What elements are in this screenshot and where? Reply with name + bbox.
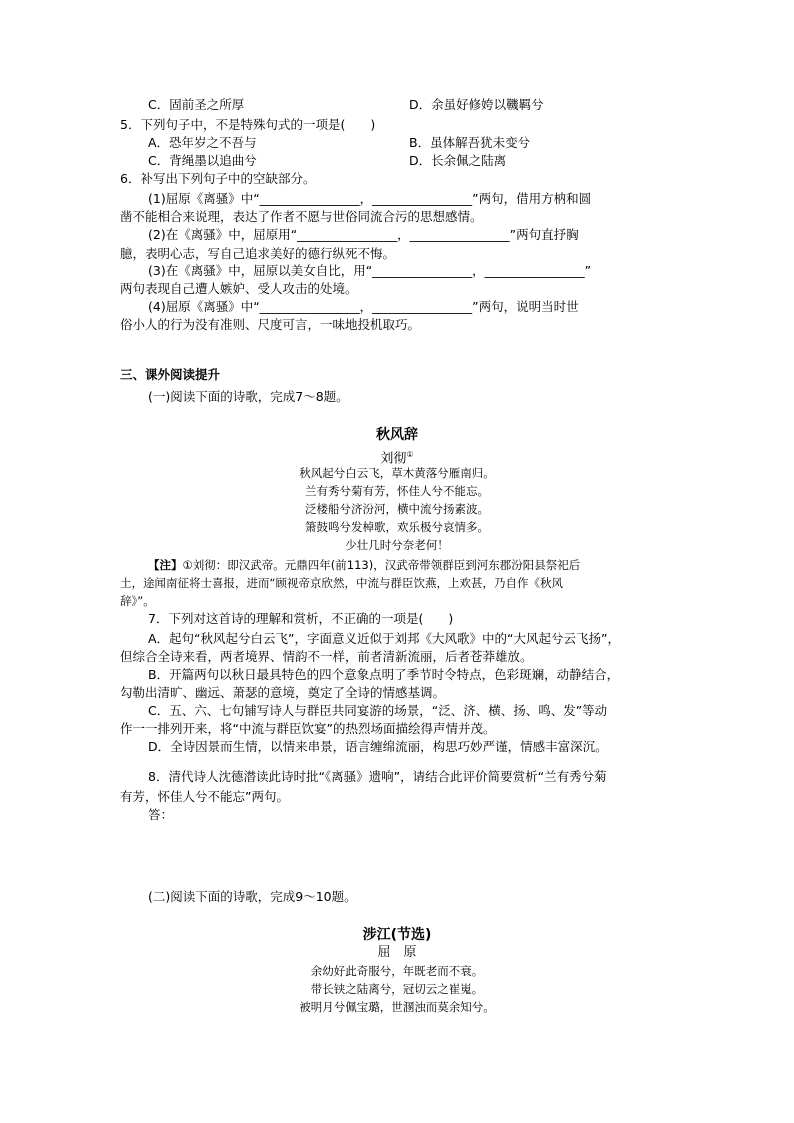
q8-answer-label: 答： [148,807,174,822]
poem1-line: 箫鼓鸣兮发棹歌，欢乐极兮哀情多。 [305,520,489,534]
q6-item-1-line1: (1)屈原《离骚》中“________________，________________”两句，借用方枘和圆 [148,191,592,206]
q6-item-3-line2: 两句表现自己遭人嫉妒、受人攻击的处境。 [120,281,358,296]
q5-option-b: B．虽体解吾犹未变兮 [409,135,531,150]
q7-option-c-line1: C．五、六、七句铺写诗人与群臣共同宴游的场景，“泛、济、横、扬、鸣、发”等动 [148,703,608,718]
poem1-line: 少壮几时兮奈老何！ [345,538,449,552]
q7-option-d: D．全诗因景而生情，以情来串景，语言缠绵流丽，构思巧妙严谨，情感丰富深沉。 [148,739,608,754]
poem1-note-line3: 辞》”。 [120,594,155,608]
subsection-1-intro: (一)阅读下面的诗歌，完成7～8题。 [148,389,349,404]
q6-item-1-line2: 凿不能相合来说理，表达了作者不愿与世俗同流合污的思想感情。 [120,209,483,224]
poem1-line: 泛楼船兮济汾河，横中流兮扬素波。 [305,502,489,516]
poem1-line: 兰有秀兮菊有芳，怀佳人兮不能忘。 [305,484,489,498]
poem1-author: 刘彻 [380,451,407,467]
q5-option-c: C．背绳墨以追曲兮 [148,153,257,168]
poem1-title: 秋风辞 [376,427,418,443]
poem1-line: 秋风起兮白云飞，草木黄落兮雁南归。 [299,466,495,480]
note-label: 【注】 [148,558,183,572]
note-text: ①刘彻：即汉武帝。元鼎四年(前113)，汉武帝带领群臣到河东郡汾阳县祭祀后 [182,558,581,572]
q7-option-a-line2: 但综合全诗来看，两者境界、情韵不一样，前者清新流丽，后者苍莽雄放。 [120,649,533,664]
poem2-line: 被明月兮佩宝璐，世溷浊而莫余知兮。 [299,1000,495,1014]
q7-option-b-line2: 勾勒出清旷、幽远、萧瑟的意境，奠定了全诗的情感基调。 [120,685,446,700]
poem1-note-line2: 土，途闻南征将士喜报，进而“顾视帝京欣然，中流与群臣饮燕，上欢甚，乃自作《秋风 [120,576,563,590]
q7-option-c-line2: 作一一排列开来，将“中流与群臣饮宴”的热烈场面描绘得声情并茂。 [120,721,496,736]
q6-stem: 6．补写出下列句子中的空缺部分。 [120,171,316,186]
q6-item-4-line1: (4)屈原《离骚》中“________________，________________”两句，说明当时世 [148,299,579,314]
q4-option-d: D．余虽好修姱以鞿羁兮 [409,97,544,112]
q5-stem: 5．下列句子中，不是特殊句式的一项是( ) [120,117,376,132]
poem2-line: 余幼好此奇服兮，年既老而不衰。 [310,964,484,978]
q7-option-a-line1: A．起句“秋风起兮白云飞”，字面意义近似于刘邦《大风歌》中的“大风起兮云飞扬”， [148,631,620,646]
q6-item-2-line1: (2)在《离骚》中，屈原用“________________，________________”两句直抒胸 [148,227,579,242]
q6-item-3-line1: (3)在《离骚》中，屈原以美女自比，用“________________，________________” [148,263,592,278]
subsection-2-intro: (二)阅读下面的诗歌，完成9～10题。 [148,889,357,904]
q5-option-a: A．恐年岁之不吾与 [148,135,257,150]
q7-stem: 7．下列对这首诗的理解和赏析，不正确的一项是( ) [148,611,454,626]
poem2-author: 屈 原 [377,945,417,960]
q8-stem-line2: 有芳，怀佳人兮不能忘”两句。 [120,789,289,804]
q4-option-c: C．固前圣之所厚 [148,97,245,112]
poem2-line: 带长铗之陆离兮，冠切云之崔嵬。 [310,982,484,996]
poem2-title: 涉江(节选) [362,927,432,943]
q8-stem-line1: 8．清代诗人沈德潜读此诗时批“《离骚》遗响”，请结合此评价简要赏析“兰有秀兮菊 [148,769,607,784]
q5-option-d: D．长余佩之陆离 [409,153,507,168]
poem1-author-footnote-mark: ① [406,450,414,459]
q6-item-4-line2: 俗小人的行为没有准则、尺度可言，一味地投机取巧。 [120,317,421,332]
q7-option-b-line1: B．开篇两句以秋日最具特色的四个意象点明了季节时令特点，色彩斑斓，动静结合， [148,667,620,682]
section-heading: 三、课外阅读提升 [120,367,221,382]
poem1-note-line1 [148,556,580,574]
q6-item-2-line2: 臆，表明心志，写自己追求美好的德行纵死不悔。 [120,246,396,261]
